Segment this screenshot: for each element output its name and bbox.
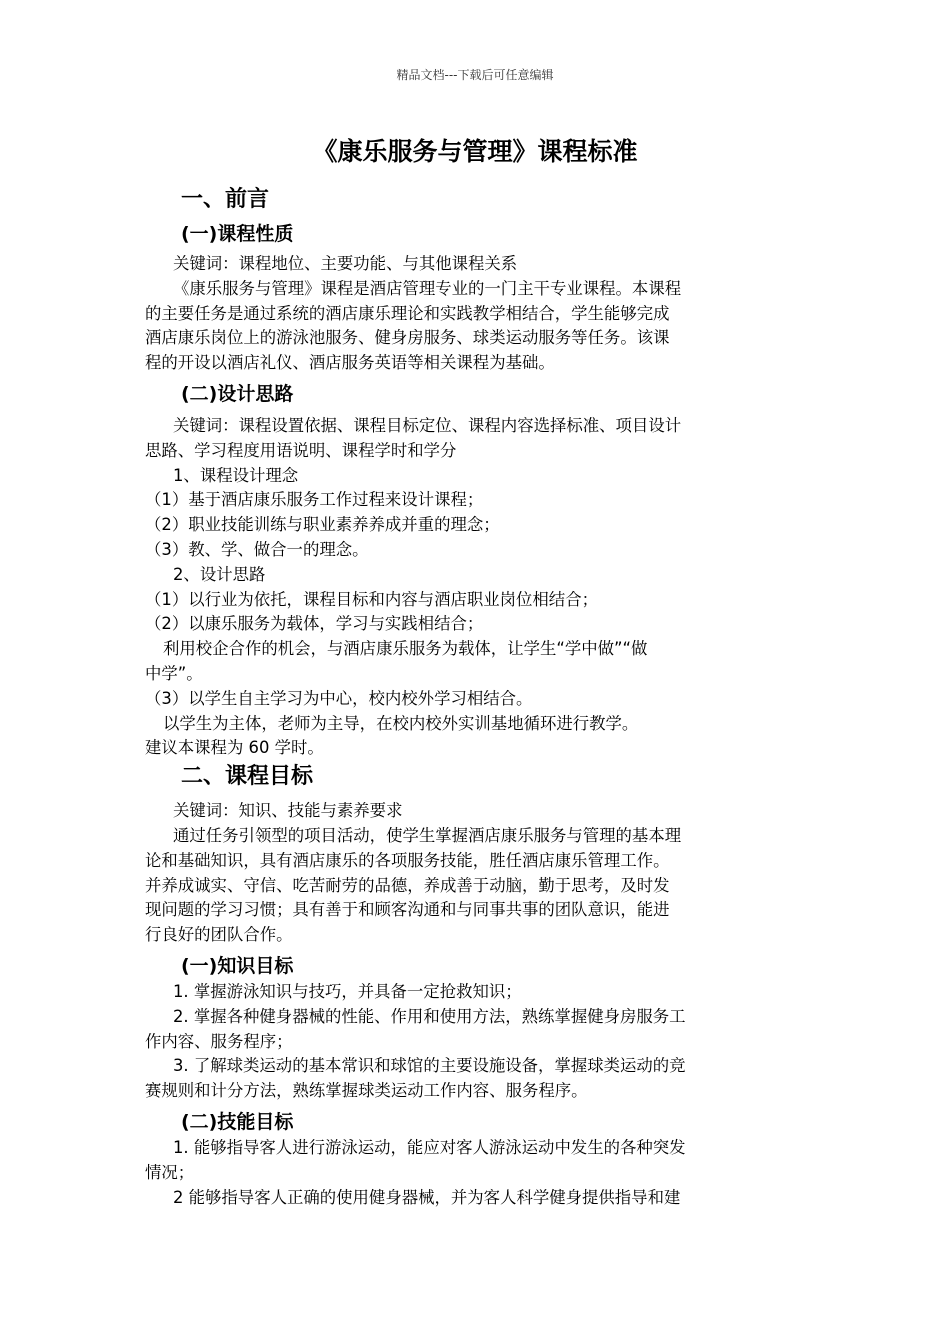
list-title: 2、设计思路 [173, 564, 266, 584]
list-item: （1）以行业为依托，课程目标和内容与酒店职业岗位相结合； [145, 589, 598, 609]
paragraph-line: 以学生为主体，老师为主导，在校内校外实训基地循环进行教学。 [163, 713, 639, 733]
list-item-continuation: 情况； [145, 1162, 195, 1182]
list-item: （1）基于酒店康乐服务工作过程来设计课程； [145, 490, 484, 510]
list-item: 3. 了解球类运动的基本常识和球馆的主要设施设备，掌握球类运动的竞 [173, 1056, 686, 1076]
subsection-heading-skill-objectives: (二)技能目标 [181, 1110, 294, 1133]
list-item: 1. 掌握游泳知识与技巧，并具备一定抢救知识； [173, 981, 522, 1001]
list-item: 1. 能够指导客人进行游泳运动，能应对客人游泳运动中发生的各种突发 [173, 1137, 686, 1157]
section-heading-course-objectives: 二、课程目标 [181, 764, 314, 790]
list-item-continuation: 赛规则和计分方法，熟练掌握球类运动工作内容、服务程序。 [145, 1081, 588, 1101]
paragraph-line: 并养成诚实、守信、吃苦耐劳的品德，养成善于动脑，勤于思考，及时发 [145, 875, 670, 895]
paragraph-line: 的主要任务是通过系统的酒店康乐理论和实践教学相结合，学生能够完成 [145, 303, 670, 323]
subsection-heading-knowledge-objectives: (一)知识目标 [181, 954, 294, 977]
section-heading-preface: 一、前言 [181, 187, 270, 212]
document-body [145, 184, 775, 1210]
page-header: 精品文档---下载后可任意编辑 [396, 68, 554, 82]
keywords-line: 思路、学习程度用语说明、课程学时和学分 [145, 440, 457, 460]
paragraph-line: 《康乐服务与管理》课程是酒店管理专业的一门主干专业课程。本课程 [173, 278, 682, 298]
paragraph-line: 建议本课程为 60 学时。 [145, 738, 324, 758]
paragraph-line: 通过任务引领型的项目活动，使学生掌握酒店康乐服务与管理的基本理 [173, 825, 682, 845]
list-item: （3）以学生自主学习为中心，校内校外学习相结合。 [145, 688, 533, 708]
list-item: （2）职业技能训练与职业素养养成并重的理念； [145, 515, 500, 535]
paragraph-line: 程的开设以酒店礼仪、酒店服务英语等相关课程为基础。 [145, 353, 555, 373]
paragraph-line: 现问题的学习习惯；具有善于和顾客沟通和与同事共事的团队意识，能进 [145, 900, 670, 920]
document-title: 《康乐服务与管理》课程标准 [312, 137, 638, 166]
subsection-heading-design-approach: (二)设计思路 [181, 382, 294, 405]
keywords-line: 关键词：课程设置依据、课程目标定位、课程内容选择标准、项目设计 [173, 415, 682, 435]
keywords-line: 关键词：知识、技能与素养要求 [173, 801, 403, 821]
paragraph-line: 行良好的团队合作。 [145, 925, 293, 945]
list-item-continuation: 作内容、服务程序； [145, 1031, 293, 1051]
paragraph-line: 论和基础知识，具有酒店康乐的各项服务技能，胜任酒店康乐管理工作。 [145, 850, 670, 870]
paragraph-line: 酒店康乐岗位上的游泳池服务、健身房服务、球类运动服务等任务。该课 [145, 328, 670, 348]
list-title: 1、课程设计理念 [173, 465, 299, 485]
list-item: （3）教、学、做合一的理念。 [145, 539, 369, 559]
list-item: 2. 掌握各种健身器械的性能、作用和使用方法，熟练掌握健身房服务工 [173, 1006, 686, 1026]
list-item: 2 能够指导客人正确的使用健身器械，并为客人科学健身提供指导和建 [173, 1187, 681, 1207]
subsection-heading-course-nature: (一)课程性质 [181, 223, 294, 245]
paragraph-line: 中学”。 [145, 663, 203, 683]
list-item: （2）以康乐服务为载体，学习与实践相结合； [145, 614, 484, 634]
paragraph-line: 利用校企合作的机会，与酒店康乐服务为载体，让学生“学中做”“做 [163, 639, 648, 659]
keywords-line: 关键词：课程地位、主要功能、与其他课程关系 [173, 254, 518, 273]
